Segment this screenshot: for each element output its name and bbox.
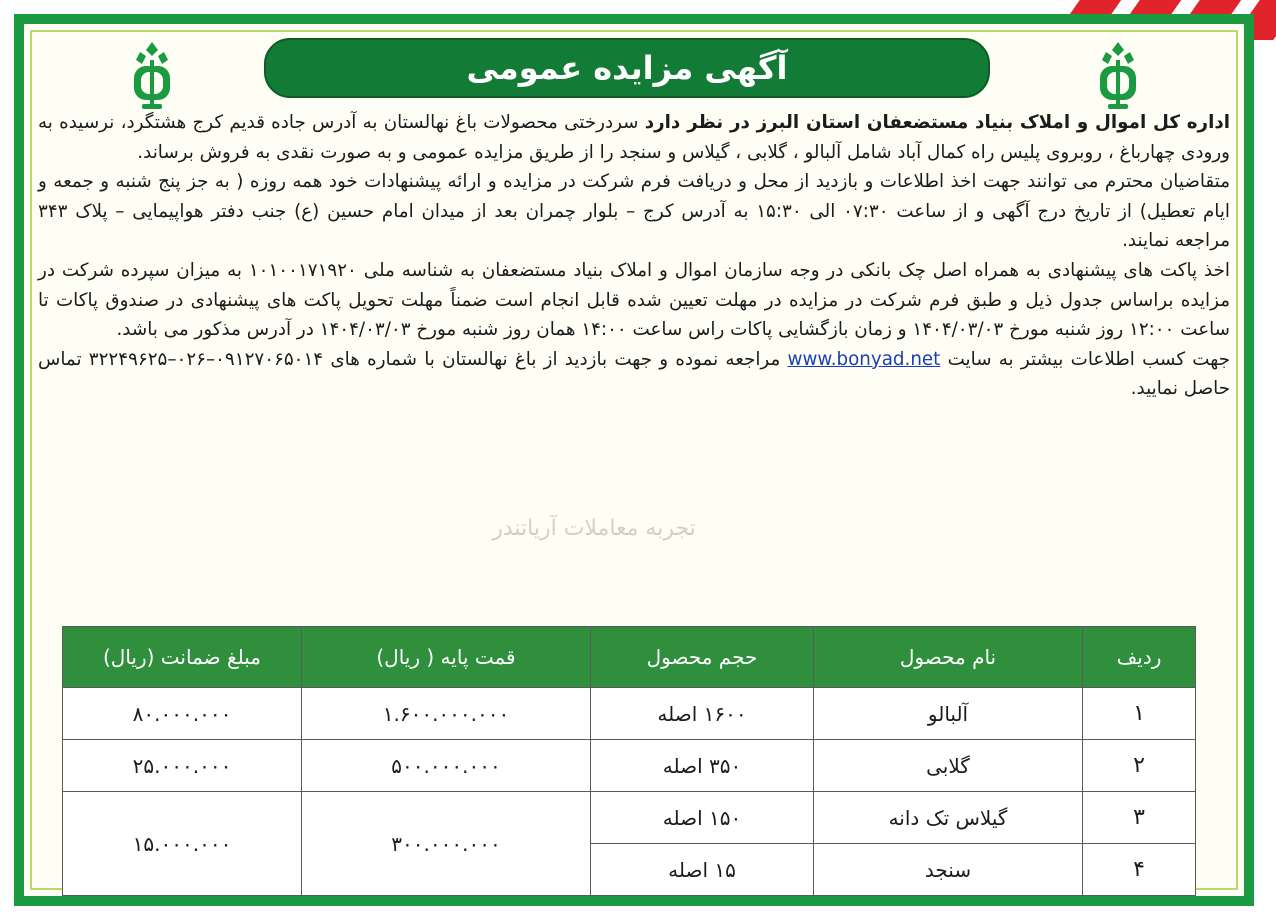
- cell-product: سنجد: [814, 844, 1083, 896]
- bonyad-emblem-icon: [124, 38, 180, 112]
- cell-guarantee: ۲۵.۰۰۰.۰۰۰: [63, 740, 302, 792]
- header-product: نام محصول: [814, 627, 1083, 688]
- cell-product: گلابی: [814, 740, 1083, 792]
- table-row: [63, 740, 1196, 792]
- cell-row-num: ۲: [1083, 740, 1196, 792]
- cell-guarantee-merged: ۱۵.۰۰۰.۰۰۰: [63, 792, 302, 896]
- header-base-price: قمت پایه ( ریال): [302, 627, 591, 688]
- bonyad-emblem-icon: [1090, 38, 1146, 112]
- cell-row-num: ۴: [1083, 844, 1196, 896]
- notice-frame: [14, 14, 1254, 906]
- table-header-row: [63, 627, 1196, 688]
- cell-product: گیلاس تک دانه: [814, 792, 1083, 844]
- cell-volume: ۱۶۰۰ اصله: [591, 688, 814, 740]
- cell-volume: ۳۵۰ اصله: [591, 740, 814, 792]
- header-guarantee: مبلغ ضمانت (ریال): [63, 627, 302, 688]
- cell-volume: ۱۵ اصله: [591, 844, 814, 896]
- paragraph-deposit-info: اخذ پاکت های پیشنهادی به همراه اصل چک بانکی در وجه سازمان اموال و املاک بنیاد مستضعفان به شناسه ملی ۱۰۱۰۰۱۷۱۹۲۰ به میزان سپرده شرکت در مزایده براساس جدول ذیل و طبق فرم شرکت در مزایده در مهلت تعیین شده قابل انجام است ضمناً مهلت تحویل پاکت های پیشنهادی در صندوق پاکات تا ساعت ۱۲:۰۰ روز شنبه مورخ ۱۴۰۴/۰۳/۰۳ و زمان بازگشایی پاکات راس ساعت ۱۴:۰۰ همان روز شنبه مورخ ۱۴۰۴/۰۳/۰۳ در آدرس مذکور می باشد.: [38, 259, 1230, 341]
- auction-items-table: [62, 626, 1196, 896]
- page-title: آگهی مزایده عمومی: [264, 38, 990, 98]
- watermark-text: تجربه معاملات آریاتندر: [492, 516, 696, 541]
- header-volume: حجم محصول: [591, 627, 814, 688]
- cell-guarantee: ۸۰.۰۰۰.۰۰۰: [63, 688, 302, 740]
- paragraph-intro: [38, 108, 1230, 167]
- header-row-num: ردیف: [1083, 627, 1196, 688]
- cell-product: آلبالو: [814, 688, 1083, 740]
- cell-base-price: ۱.۶۰۰.۰۰۰.۰۰۰: [302, 688, 591, 740]
- intro-text: سردرختی محصولات باغ نهالستان به آدرس جاده قدیم کرج هشتگرد، نرسیده به ورودی چهارباغ ، روبروی پلیس راه کمال آباد شامل آلبالو ، گلابی ، گیلاس و سنجد را از طریق مزایده عمومی و به صورت نقدی به فروش برساند.: [38, 112, 1230, 163]
- table-row: [63, 688, 1196, 740]
- cell-row-num: ۳: [1083, 792, 1196, 844]
- paragraph-contact: [38, 345, 1230, 404]
- cell-base-price-merged: ۳۰۰.۰۰۰.۰۰۰: [302, 792, 591, 896]
- cell-volume: ۱۵۰ اصله: [591, 792, 814, 844]
- table-row: [63, 792, 1196, 844]
- contact-before: جهت کسب اطلاعات بیشتر به سایت: [940, 348, 1230, 370]
- contact-after: مراجعه نموده و جهت بازدید از باغ نهالستان با شماره های ۰۹۱۲۷۰۶۵۰۱۴–۰۲۶–۳۲۲۴۹۶۲۵ تماس حاصل نمایید.: [38, 348, 1230, 400]
- notice-body: [38, 108, 1230, 404]
- cell-base-price: ۵۰۰.۰۰۰.۰۰۰: [302, 740, 591, 792]
- paragraph-visit-info: متقاضیان محترم می توانند جهت اخذ اطلاعات و بازدید از محل و دریافت فرم شرکت در مزایده و ارائه پیشنهادات خود همه روزه ( به جز پنج شنبه و جمعه و ایام تعطیل) از تاریخ درج آگهی و از ساعت ۰۷:۳۰ الی ۱۵:۳۰ به آدرس کرج – بلوار چمران بعد از میدان امام حسین (ع) جنب دفتر هواپیمایی – پلاک ۳۴۳ مراجعه نمایند.: [38, 171, 1230, 252]
- cell-row-num: ۱: [1083, 688, 1196, 740]
- website-link[interactable]: www.bonyad.net: [787, 348, 941, 370]
- intro-lead: اداره کل اموال و املاک بنیاد مستضعفان استان البرز در نظر دارد: [644, 112, 1230, 133]
